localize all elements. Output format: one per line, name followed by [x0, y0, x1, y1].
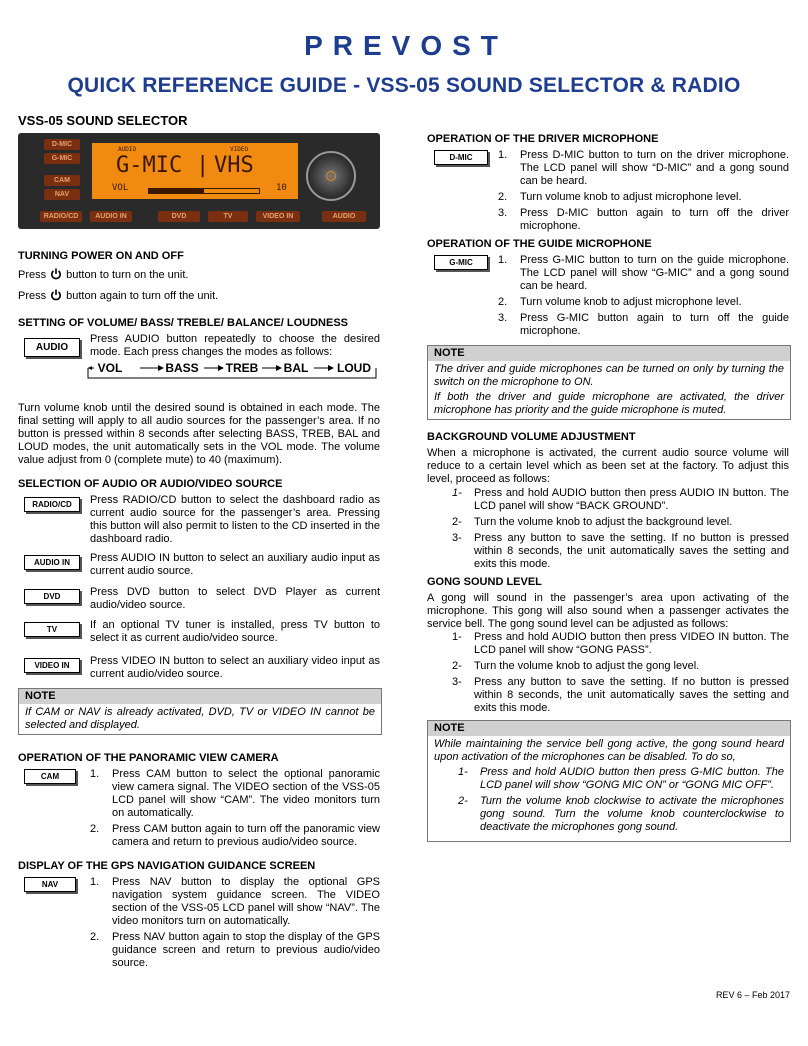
- list-item: [458, 795, 784, 834]
- radio-cam-button: CAM: [44, 175, 80, 186]
- power-icon: [50, 289, 62, 301]
- step-number: 2.: [90, 931, 100, 943]
- dvd-button: DVD: [24, 589, 80, 604]
- mode-bass: BASS: [165, 361, 199, 375]
- nav-button: NAV: [24, 877, 76, 892]
- power-line-2-pre: Press: [18, 290, 47, 302]
- brand-text: PREVOST: [304, 30, 508, 60]
- volume-heading: SETTING OF VOLUME/ BASS/ TREBLE/ BALANCE/ LOUDNESS: [18, 317, 349, 329]
- list-item: [498, 207, 789, 233]
- videoin-button: VIDEO IN: [24, 658, 80, 673]
- list-item: [452, 631, 789, 657]
- step-number: 2.: [90, 823, 100, 835]
- power-line-1-post: button to turn on the unit.: [66, 269, 189, 281]
- lcd-video-label: VIDEO: [230, 146, 249, 153]
- source-note-text: If CAM or NAV is already activated, DVD, TV or VIDEO IN cannot be selected and displayed.: [25, 706, 375, 731]
- source-note-heading: NOTE: [19, 689, 381, 704]
- background-text: When a microphone is activated, the current audio source volume will reduce to a certain level which as been set at the factory. To adjust this level, proceed as follows:: [427, 447, 789, 485]
- lcd-audio-label: AUDIO: [118, 146, 137, 153]
- gong-text: A gong will sound in the passenger’s area upon activating of the microphone. This gong will also sound when a passenger activates the service bell. The gong sound level can be adjusted as follows:: [427, 592, 789, 630]
- step-text: Turn volume knob to adjust microphone level.: [520, 191, 742, 203]
- step-number: 2-: [458, 795, 468, 807]
- radio-unit-image: [18, 133, 380, 229]
- camera-steps: [90, 768, 380, 852]
- list-item: [498, 191, 789, 204]
- prevost-logo: [276, 30, 536, 60]
- list-item: [458, 766, 784, 792]
- source-note: [18, 688, 382, 735]
- dvd-text: Press DVD button to select DVD Player as current audio/video source.: [90, 586, 380, 611]
- background-heading: BACKGROUND VOLUME ADJUSTMENT: [427, 431, 636, 443]
- gong-note-heading: NOTE: [428, 721, 790, 736]
- step-number: 3.: [498, 207, 508, 219]
- list-item: [498, 149, 789, 188]
- step-number: 3-: [452, 532, 462, 544]
- background-steps: [452, 487, 789, 574]
- radio-nav-button: NAV: [44, 189, 80, 200]
- list-item: [498, 254, 789, 293]
- radio-dmic-button: D-MIC: [44, 139, 80, 150]
- step-number: 1.: [90, 876, 100, 888]
- step-text: Press G-MIC button to turn on the guide microphone. The LCD panel will show “G-MIC” and a gong sound can be heard.: [520, 254, 789, 292]
- step-text: Press any button to save the setting. If no button is pressed within 8 seconds, the unit automatically saves the setting and exits this mode.: [474, 676, 789, 714]
- power-icon: [50, 268, 62, 280]
- list-item: [452, 660, 789, 673]
- lcd-video-value: VHS: [214, 153, 254, 178]
- radio-tv-button: TV: [208, 211, 248, 222]
- step-number: 1.: [498, 254, 508, 266]
- videoin-text: Press VIDEO IN button to select an auxiliary video input as current audio/video source.: [90, 655, 380, 680]
- driver-mic-steps: [498, 149, 789, 236]
- step-text: Press and hold AUDIO button then press AUDIO IN button. The LCD panel will show “BACK GROUND”.: [474, 487, 789, 512]
- list-item: [90, 931, 380, 970]
- mode-sequence-diagram: [84, 360, 384, 382]
- step-text: Turn the volume knob to adjust the gong level.: [474, 660, 700, 672]
- list-item: [452, 516, 789, 529]
- volume-intro: Press AUDIO button repeatedly to choose the desired mode. Each press changes the modes as follows:: [90, 333, 380, 358]
- step-number: 3.: [498, 312, 508, 324]
- radio-audioin-button: AUDIO IN: [90, 211, 132, 222]
- list-item: [452, 676, 789, 715]
- power-line-2-post: button again to turn off the unit.: [66, 290, 219, 302]
- driver-mic-heading: OPERATION OF THE DRIVER MICROPHONE: [427, 133, 659, 145]
- list-item: [498, 296, 789, 309]
- gps-steps: [90, 876, 380, 973]
- camera-heading: OPERATION OF THE PANORAMIC VIEW CAMERA: [18, 752, 279, 764]
- gong-note-text: While maintaining the service bell gong active, the gong sound heard upon activation of the microphones can be disabled. To do so,: [434, 738, 784, 763]
- step-text: Press and hold AUDIO button then press VIDEO IN button. The LCD panel will show “GONG PASS”.: [474, 631, 789, 656]
- power-line-1-pre: Press: [18, 269, 47, 281]
- mode-loud: LOUD: [337, 361, 371, 375]
- mic-note-heading: NOTE: [428, 346, 790, 361]
- gong-heading: GONG SOUND LEVEL: [427, 576, 542, 588]
- mode-treb: TREB: [225, 361, 259, 375]
- step-number: 1.: [90, 768, 100, 780]
- step-text: Press G-MIC button again to turn off the guide microphone.: [520, 312, 789, 337]
- page-title: QUICK REFERENCE GUIDE - VSS-05 SOUND SELECTOR & RADIO: [67, 74, 741, 97]
- lcd-vol-value: 10: [276, 183, 287, 193]
- step-number: 1.: [498, 149, 508, 161]
- step-number: 1-: [452, 631, 462, 643]
- audioin-text: Press AUDIO IN button to select an auxiliary audio input as current audio source.: [90, 552, 380, 577]
- step-text: Press NAV button again to stop the display of the GPS guidance screen and return to previous audio/video source.: [112, 931, 380, 969]
- step-number: 2.: [498, 191, 508, 203]
- step-number: 2-: [452, 516, 462, 528]
- step-text: Press any button to save the setting. If no button is pressed within 8 seconds, the unit automatically saves the setting and exits this mode.: [474, 532, 789, 570]
- step-text: Press and hold AUDIO button then press G-MIC button. The LCD panel will show “GONG MIC ON” or “GONG MIC OFF”.: [480, 766, 784, 791]
- list-item: [452, 532, 789, 571]
- radiocd-button: RADIO/CD: [24, 497, 80, 512]
- audioin-button: AUDIO IN: [24, 555, 80, 570]
- step-text: Press NAV button to display the optional GPS navigation system guidance screen. The VIDEO section of the VSS-05 LCD panel will show “NAV”. The video monitors turn on automatically.: [112, 876, 380, 927]
- step-text: Turn volume knob to adjust microphone level.: [520, 296, 742, 308]
- step-text: Press D-MIC button again to turn off the driver microphone.: [520, 207, 789, 232]
- cam-button: CAM: [24, 769, 76, 784]
- lcd-audio-value: G-MIC: [116, 153, 183, 178]
- list-item: [90, 876, 380, 928]
- source-heading: SELECTION OF AUDIO OR AUDIO/VIDEO SOURCE: [18, 478, 283, 490]
- section-title-vss05: VSS-05 SOUND SELECTOR: [18, 113, 188, 128]
- power-heading: TURNING POWER ON AND OFF: [18, 250, 184, 262]
- radiocd-text: Press RADIO/CD button to select the dashboard radio as current audio source for the passenger’s area. Pressing this button will also permit to listen to the CD inserted in the dashboard radio.: [90, 494, 380, 545]
- list-item: [90, 823, 380, 849]
- radio-videoin-button: VIDEO IN: [256, 211, 300, 222]
- lcd-volume-bar: [148, 188, 260, 194]
- list-item: [498, 312, 789, 338]
- step-number: 1-: [452, 487, 462, 499]
- step-text: Turn the volume knob to adjust the background level.: [474, 516, 733, 528]
- dmic-button: D-MIC: [434, 150, 488, 165]
- lcd-divider: |: [196, 153, 210, 178]
- guide-mic-heading: OPERATION OF THE GUIDE MICROPHONE: [427, 238, 652, 250]
- radio-gmic-button: G-MIC: [44, 153, 80, 164]
- gong-note-steps: [428, 766, 790, 841]
- list-item: [452, 487, 789, 513]
- mic-note-p2: If both the driver and guide microphone are activated, the driver microphone has priority and the guide microphone is muted.: [434, 391, 784, 416]
- guide-mic-steps: [498, 254, 789, 341]
- lcd-volume-fill: [149, 189, 204, 193]
- volume-knob: [306, 151, 356, 201]
- tv-text: If an optional TV tuner is installed, press TV button to select it as current audio/video source.: [90, 619, 380, 644]
- list-item: [90, 768, 380, 820]
- step-number: 2-: [452, 660, 462, 672]
- gong-note: [427, 720, 791, 842]
- step-number: 2.: [498, 296, 508, 308]
- mic-note-p1: The driver and guide microphones can be turned on only by turning the switch on the microphone to ON.: [434, 363, 784, 388]
- radio-radiocd-button: RADIO/CD: [40, 211, 82, 222]
- step-number: 1-: [458, 766, 468, 778]
- mic-note: [427, 345, 791, 420]
- gps-heading: DISPLAY OF THE GPS NAVIGATION GUIDANCE SCREEN: [18, 860, 316, 872]
- gong-steps: [452, 631, 789, 718]
- mode-bal: BAL: [283, 361, 309, 375]
- radio-lcd: [92, 143, 298, 199]
- step-text: Turn the volume knob clockwise to activate the microphones gong sound. Turn the volume knob counterclockwise to deactivate the microphones gong sound.: [480, 795, 784, 833]
- revision-footer: REV 6 – Feb 2017: [715, 990, 790, 1000]
- step-text: Press CAM button to select the optional panoramic view camera signal. The VIDEO section of the VSS-05 LCD panel will show “CAM”. The video monitors turn on automatically.: [112, 768, 380, 819]
- volume-paragraph: Turn volume knob until the desired sound is obtained in each mode. The final setting will apply to all audio sources for the passenger’s area. If no button is pressed within 8 seconds after selecting BASS, TREB, BAL and LOUD modes, the unit automatically sets in the VOL mode. The volume value adjust from 0 (complete mute) to 40 (maximum).: [18, 402, 380, 466]
- gmic-button: G-MIC: [434, 255, 488, 270]
- audio-button: AUDIO: [24, 338, 80, 357]
- tv-button: TV: [24, 622, 80, 637]
- radio-audio-button: AUDIO: [322, 211, 366, 222]
- mode-vol: VOL: [97, 361, 123, 375]
- radio-dvd-button: DVD: [158, 211, 200, 222]
- step-number: 3-: [452, 676, 462, 688]
- power-line-1: [18, 268, 188, 282]
- step-text: Press D-MIC button to turn on the driver microphone. The LCD panel will show “D-MIC” and a gong sound can be heard.: [520, 149, 789, 187]
- lcd-vol-label: VOL: [112, 183, 129, 193]
- knob-center-icon: [326, 171, 336, 181]
- step-text: Press CAM button again to turn off the panoramic view camera and return to previous audio/video source.: [112, 823, 380, 848]
- power-line-2: [18, 289, 218, 303]
